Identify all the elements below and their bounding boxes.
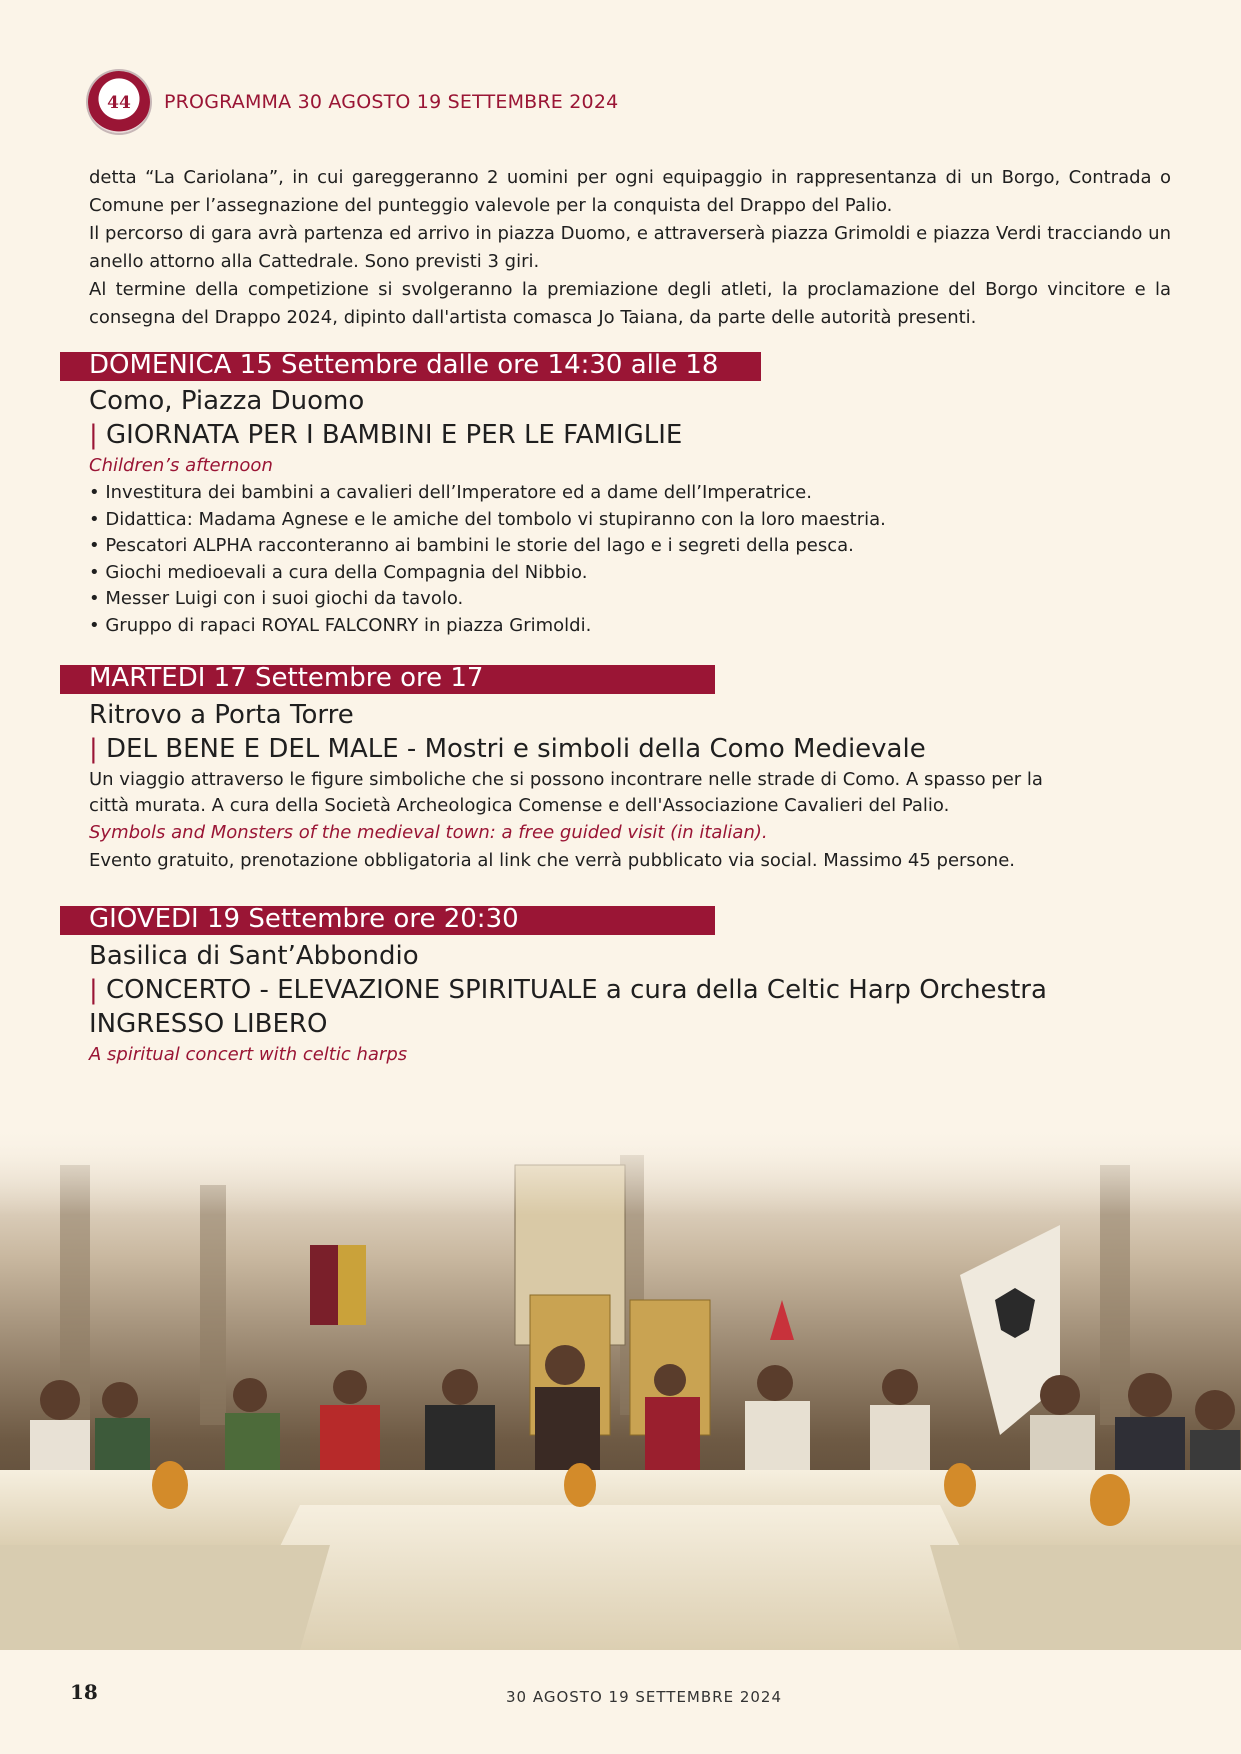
event-1-activity-list	[89, 480, 886, 639]
list-item: • Gruppo di rapaci ROYAL FALCONRY in piazza Grimoldi.	[89, 613, 886, 640]
list-item: • Investitura dei bambini a cavalieri dell’Imperatore ed a dame dell’Imperatrice.	[89, 480, 886, 507]
footer-date: 30 AGOSTO 19 SETTEMBRE 2024	[506, 1688, 783, 1706]
intro-paragraph-2: Il percorso di gara avrà partenza ed arrivo in piazza Duomo, e attraverserà piazza Grimoldi e piazza Verdi tracciando un anello attorno alla Cattedrale. Sono previsti 3 giri.	[89, 223, 1171, 272]
title-bar: |	[89, 975, 98, 1005]
list-item: • Messer Luigi con i suoi giochi da tavolo.	[89, 586, 886, 613]
event-3-title-text: CONCERTO - ELEVAZIONE SPIRITUALE a cura della Celtic Harp Orchestra	[97, 975, 1047, 1005]
event-2-english: Symbols and Monsters of the medieval town: a free guided visit (in italian).	[89, 822, 768, 843]
title-bar: |	[89, 734, 98, 764]
edition-logo	[88, 71, 150, 133]
event-3-entry: INGRESSO LIBERO	[89, 1009, 328, 1039]
event-3-date: GIOVEDI 19 Settembre ore 20:30	[89, 904, 519, 934]
event-3-english: A spiritual concert with celtic harps	[89, 1044, 408, 1065]
event-3-title	[89, 974, 1047, 1006]
event-2-title-text: DEL BENE E DEL MALE - Mostri e simboli della Como Medievale	[97, 734, 926, 764]
header-title: PROGRAMMA 30 AGOSTO 19 SETTEMBRE 2024	[164, 91, 619, 113]
event-2-place: Ritrovo a Porta Torre	[89, 700, 354, 730]
intro-text	[89, 164, 1171, 332]
title-bar: |	[89, 420, 98, 450]
event-1-title	[89, 419, 682, 451]
list-item: • Giochi medioevali a cura della Compagnia del Nibbio.	[89, 560, 886, 587]
medieval-banquet-photo	[0, 1125, 1241, 1650]
logo-number: 44	[107, 93, 131, 113]
event-1-place: Como, Piazza Duomo	[89, 386, 365, 416]
event-1-english: Children’s afternoon	[89, 455, 273, 476]
page-number: 18	[70, 1680, 98, 1704]
event-3-place: Basilica di Sant’Abbondio	[89, 941, 419, 971]
intro-paragraph-1: detta “La Cariolana”, in cui gareggeranno 2 uomini per ogni equipaggio in rappresentanza di un Borgo, Contrada o Comune per l’assegnazione del punteggio valevole per la conquista del Drappo del Palio.	[89, 167, 1171, 216]
list-item: • Didattica: Madama Agnese e le amiche del tombolo vi stupiranno con la loro maestria.	[89, 507, 886, 534]
intro-paragraph-3: Al termine della competizione si svolgeranno la premiazione degli atleti, la proclamazione del Borgo vincitore e la consegna del Drappo 2024, dipinto dall'artista comasca Jo Taiana, da parte delle autorità presenti.	[89, 279, 1171, 328]
page-header	[88, 72, 618, 132]
event-1-title-text: GIORNATA PER I BAMBINI E PER LE FAMIGLIE	[97, 420, 683, 450]
event-2-booking-note: Evento gratuito, prenotazione obbligatoria al link che verrà pubblicato via social. Massimo 45 persone.	[89, 850, 1016, 871]
event-2-description-1: Un viaggio attraverso le figure simboliche che si possono incontrare nelle strade di Como. A spasso per la	[89, 769, 1043, 790]
event-2-date: MARTEDI 17 Settembre ore 17	[89, 663, 484, 693]
event-2-title	[89, 733, 926, 765]
list-item: • Pescatori ALPHA racconteranno ai bambini le storie del lago e i segreti della pesca.	[89, 533, 886, 560]
event-1-date: DOMENICA 15 Settembre dalle ore 14:30 alle 18	[89, 350, 719, 380]
event-2-description-2: città murata. A cura della Società Archeologica Comense e dell'Associazione Cavalieri del Palio.	[89, 795, 950, 816]
